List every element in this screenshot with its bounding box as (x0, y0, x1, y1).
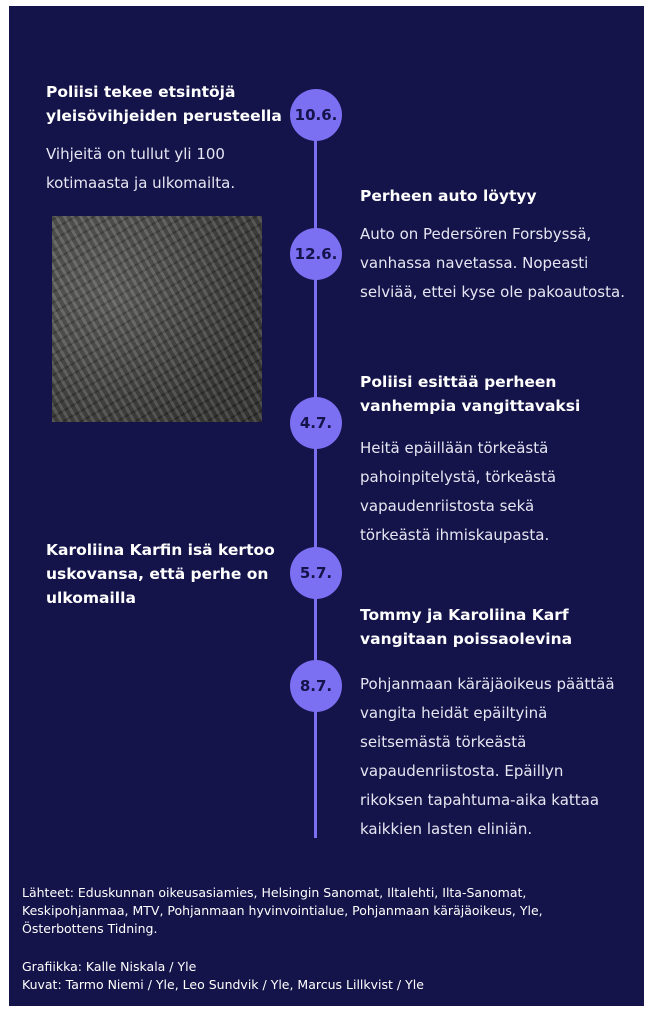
tire-tracks-photo (52, 216, 262, 422)
date-badge-4: 5.7. (290, 547, 342, 599)
graphics-credit: Grafiikka: Kalle Niskala / Yle (22, 959, 197, 974)
event-title-2: Perheen auto löytyy (360, 187, 537, 205)
event-desc-5: Pohjanmaan käräjäoikeus päättää vangita heidät epäiltyinä seitsemästä törkeästä vapaudenriistosta. Epäillyn rikoksen tapahtuma-aika kattaa kaikkien lasten eliniän. (360, 675, 615, 838)
event-desc-1: Vihjeitä on tullut yli 100 kotimaasta ja ulkomailta. (46, 145, 236, 192)
date-badge-2: 12.6. (290, 228, 342, 280)
event-desc-2: Auto on Pedersören Forsbyssä, vanhassa navetassa. Nopeasti selviää, ettei kyse ole pakoautosta. (360, 225, 625, 301)
date-badge-1: 10.6. (290, 89, 342, 141)
photo-credit: Kuvat: Tarmo Niemi / Yle, Leo Sundvik / Yle, Marcus Lillkvist / Yle (22, 977, 424, 992)
event-title-3: Poliisi esittää perheen vanhempia vangittavaksi (360, 373, 581, 415)
event-title-4: Karoliina Karfin isä kertoo uskovansa, että perhe on ulkomailla (46, 541, 275, 607)
event-title-5: Tommy ja Karoliina Karf vangitaan poissaolevina (360, 606, 573, 648)
sources-text: Lähteet: Eduskunnan oikeusasiamies, Helsingin Sanomat, Iltalehti, Ilta-Sanomat, Keskipohjanmaa, MTV, Pohjanmaan hyvinvointialue, Pohjanmaan käräjäoikeus, Yle, Österbottens Tidning. (22, 885, 543, 936)
timeline-line (314, 114, 317, 838)
date-badge-5: 8.7. (290, 660, 342, 712)
event-desc-3: Heitä epäillään törkeästä pahoinpitelystä, törkeästä vapaudenriistosta sekä törkeästä ihmiskaupasta. (360, 439, 557, 544)
date-badge-3: 4.7. (290, 397, 342, 449)
event-title-1: Poliisi tekee etsintöjä yleisövihjeiden perusteella (46, 83, 282, 125)
